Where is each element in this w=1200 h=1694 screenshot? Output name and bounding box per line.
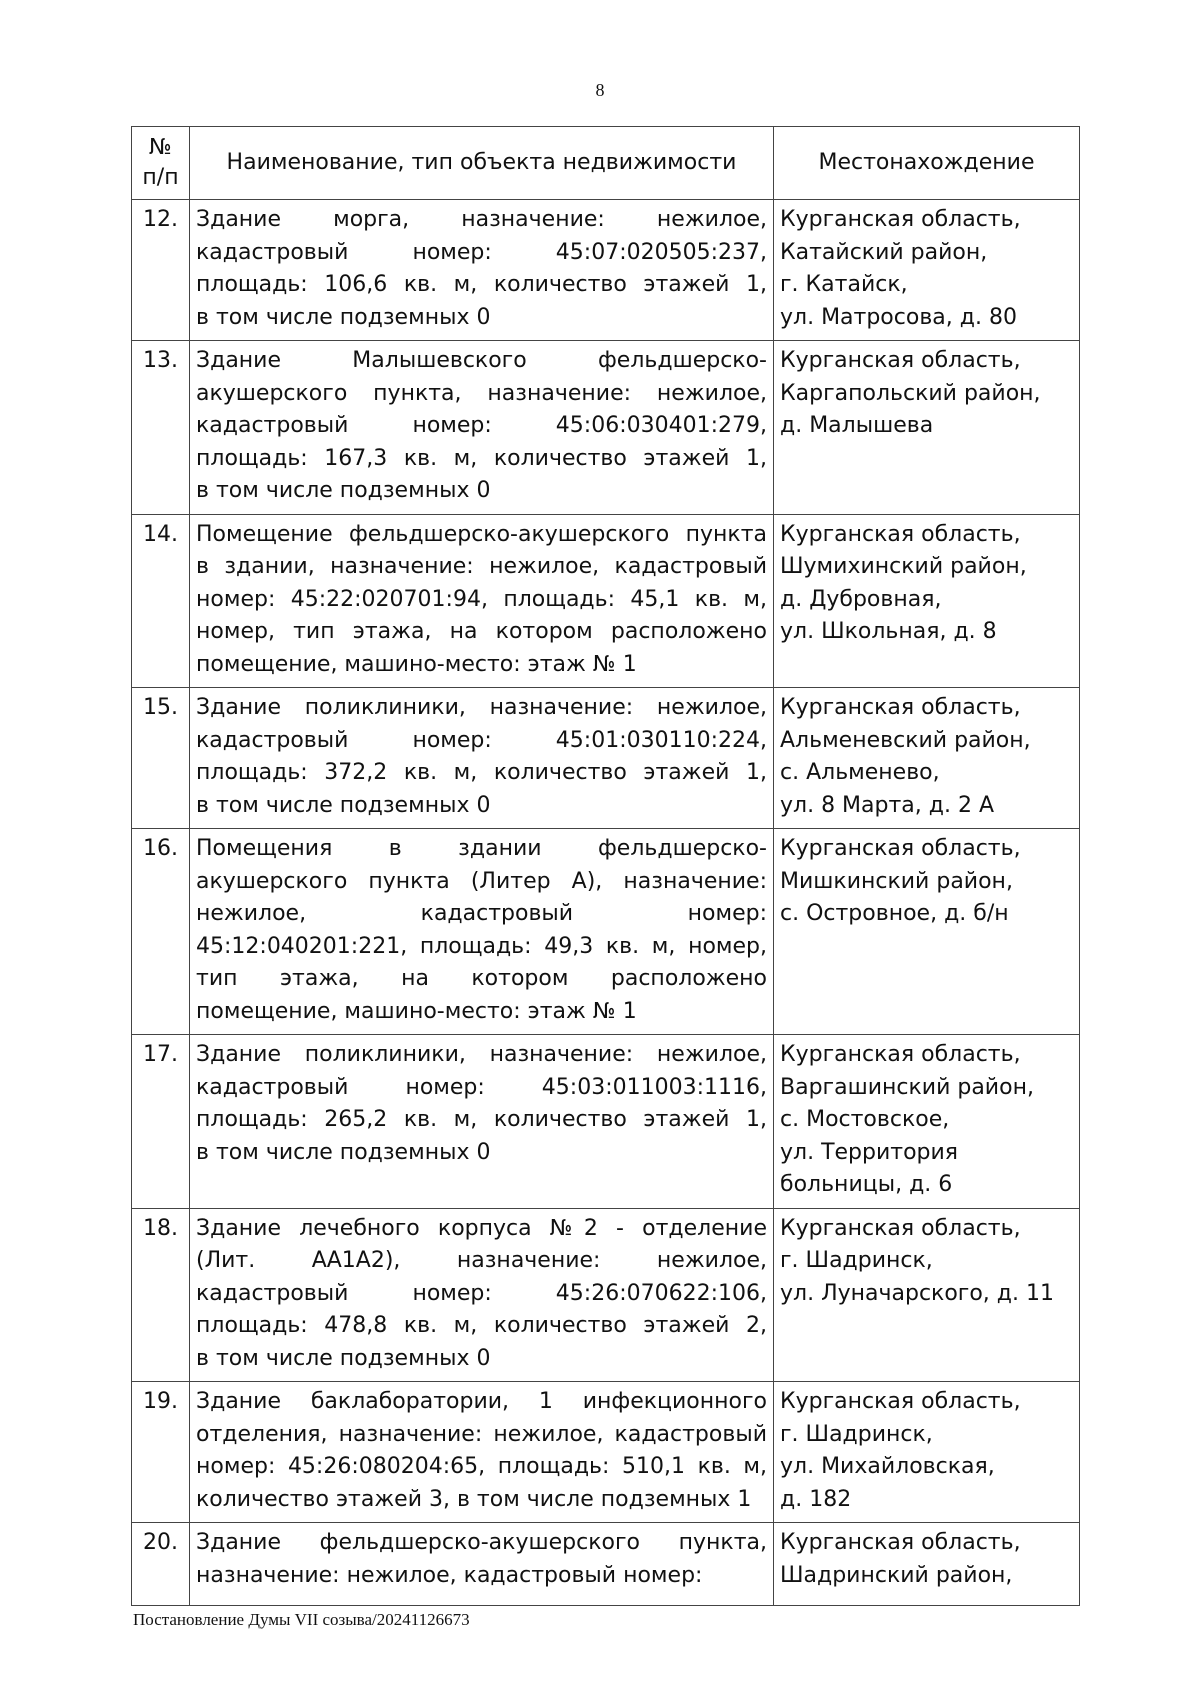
location-line: г. Шадринск, — [780, 1248, 933, 1273]
description-line: (Лит. АА1А2), назначение: нежилое, — [196, 1248, 767, 1273]
header-location: Местонахождение — [774, 127, 1080, 200]
table-header-row — [132, 127, 1080, 200]
location-line: д. Малышева — [780, 413, 934, 438]
description-line: акушерского пункта (Литер А), назначение: — [196, 868, 767, 894]
description-line: в том числе подземных 0 — [196, 792, 491, 818]
object-description — [190, 341, 774, 515]
description-line: номер, тип этажа, на котором расположено — [196, 619, 767, 644]
description-line: нежилое, кадастровый номер: — [196, 901, 767, 926]
location-line: Курганская область, — [780, 207, 1021, 232]
description-line: Здание поликлиники, назначение: нежилое, — [196, 1042, 767, 1067]
description-line: площадь: 478,8 кв. м, количество этажей 2, — [196, 1313, 767, 1338]
description-line: кадастровый номер: 45:01:030110:224, — [196, 727, 767, 753]
location-line: Мишкинский район, — [780, 868, 1013, 894]
description-line: в том числе подземных 0 — [196, 1139, 491, 1165]
description-line: Здание лечебного корпуса №2 - отделение — [196, 1215, 767, 1241]
description-line: номер: 45:22:020701:94, площадь: 45,1 кв. м, — [196, 586, 767, 612]
location-line: с. Островное, д. б/н — [780, 901, 1009, 926]
description-line: в том числе подземных 0 — [196, 304, 491, 330]
object-description — [190, 1382, 774, 1523]
location-line: ул. Матросова, д. 80 — [780, 304, 1017, 330]
location-line: Курганская область, — [780, 1389, 1021, 1414]
location-line: с. Альменево, — [780, 760, 940, 785]
object-description — [190, 688, 774, 829]
description-line: назначение: нежилое, кадастровый номер: — [196, 1562, 703, 1588]
description-line: количество этажей 3, в том числе подземных 1 — [196, 1486, 752, 1512]
location-line: г. Шадринск, — [780, 1421, 933, 1447]
description-line: площадь: 106,6 кв. м, количество этажей 1, — [196, 272, 767, 297]
description-line: Помещение фельдшерско-акушерского пункта — [196, 521, 767, 547]
description-line: площадь: 265,2 кв. м, количество этажей 1, — [196, 1107, 767, 1132]
object-description — [190, 1208, 774, 1382]
location-line: г. Катайск, — [780, 272, 908, 297]
location-line: ул. Михайловская, — [780, 1454, 995, 1479]
description-line: Здание морга, назначение: нежилое, — [196, 207, 767, 232]
description-line: помещение, машино-место: этаж № 1 — [196, 998, 637, 1024]
object-location — [774, 1382, 1080, 1523]
description-line: Здание фельдшерско-акушерского пункта, — [196, 1530, 767, 1555]
description-line: площадь: 372,2 кв. м, количество этажей 1, — [196, 760, 767, 785]
location-line: Курганская область, — [780, 836, 1021, 861]
row-number: 12. — [132, 200, 190, 341]
location-line: ул. 8 Марта, д. 2 А — [780, 792, 995, 818]
description-line: в здании, назначение: нежилое, кадастровый — [196, 554, 767, 579]
description-line: Здание поликлиники, назначение: нежилое, — [196, 695, 767, 720]
table-row — [132, 200, 1080, 341]
description-line: кадастровый номер: 45:03:011003:1116, — [196, 1074, 767, 1100]
header-number-symbol: № — [149, 135, 172, 160]
property-table — [131, 126, 1080, 1606]
row-number: 20. — [132, 1523, 190, 1606]
object-description — [190, 829, 774, 1035]
row-number: 15. — [132, 688, 190, 829]
row-number: 14. — [132, 514, 190, 688]
location-line: Варгашинский район, — [780, 1074, 1034, 1100]
table-row — [132, 1208, 1080, 1382]
description-line: номер: 45:26:080204:65, площадь: 510,1 кв. м, — [196, 1454, 767, 1479]
location-line: Курганская область, — [780, 1530, 1021, 1555]
header-number — [132, 127, 190, 200]
description-line: 45:12:040201:221, площадь: 49,3 кв. м, номер, — [196, 933, 767, 959]
description-line: Помещения в здании фельдшерско- — [196, 836, 767, 861]
table-row — [132, 829, 1080, 1035]
location-line: ул. Территория — [780, 1139, 959, 1165]
location-line: ул. Луначарского, д. 11 — [780, 1280, 1054, 1306]
location-line: Альменевский район, — [780, 727, 1031, 753]
table-row — [132, 688, 1080, 829]
object-location — [774, 688, 1080, 829]
description-line: в том числе подземных 0 — [196, 478, 491, 503]
description-line: тип этажа, на котором расположено — [196, 966, 767, 991]
table-row — [132, 1035, 1080, 1209]
table-body — [132, 200, 1080, 1606]
location-line: Шадринский район, — [780, 1562, 1013, 1588]
object-description — [190, 200, 774, 341]
description-line: площадь: 167,3 кв. м, количество этажей 1, — [196, 445, 767, 471]
location-line: больницы, д. 6 — [780, 1172, 953, 1197]
object-description — [190, 1035, 774, 1209]
object-description — [190, 514, 774, 688]
location-line: Курганская область, — [780, 1215, 1021, 1241]
description-line: кадастровый номер: 45:26:070622:106, — [196, 1280, 767, 1306]
object-location — [774, 1523, 1080, 1606]
location-line: с. Мостовское, — [780, 1107, 950, 1132]
row-number: 19. — [132, 1382, 190, 1523]
object-location — [774, 829, 1080, 1035]
table-row — [132, 341, 1080, 515]
header-number-abbr: п/п — [142, 165, 179, 190]
description-line: Здание баклаборатории, 1 инфекционного — [196, 1389, 767, 1414]
location-line: Шумихинский район, — [780, 554, 1027, 579]
description-line: кадастровый номер: 45:06:030401:279, — [196, 413, 767, 438]
description-line: акушерского пункта, назначение: нежилое, — [196, 380, 767, 406]
location-line: Курганская область, — [780, 521, 1021, 547]
description-line: кадастровый номер: 45:07:020505:237, — [196, 239, 767, 265]
location-line: д. 182 — [780, 1486, 852, 1512]
location-line: Курганская область, — [780, 1042, 1021, 1067]
location-line: Курганская область, — [780, 348, 1021, 373]
description-line: Здание Малышевского фельдшерско- — [196, 348, 767, 373]
row-number: 17. — [132, 1035, 190, 1209]
object-location — [774, 341, 1080, 515]
page-number: 8 — [595, 80, 605, 100]
description-line: отделения, назначение: нежилое, кадастровый — [196, 1421, 767, 1447]
description-line: в том числе подземных 0 — [196, 1345, 491, 1371]
location-line: ул. Школьная, д. 8 — [780, 619, 997, 644]
table-row — [132, 1382, 1080, 1523]
location-line: Курганская область, — [780, 695, 1021, 720]
description-line: помещение, машино-место: этаж № 1 — [196, 651, 637, 677]
object-location — [774, 200, 1080, 341]
row-number: 16. — [132, 829, 190, 1035]
header-name: Наименование, тип объекта недвижимости — [190, 127, 774, 200]
row-number: 13. — [132, 341, 190, 515]
object-location — [774, 514, 1080, 688]
location-line: Катайский район, — [780, 239, 988, 265]
location-line: д. Дубровная, — [780, 586, 942, 612]
object-location — [774, 1035, 1080, 1209]
table-row — [132, 1523, 1080, 1606]
table-row — [132, 514, 1080, 688]
object-location — [774, 1208, 1080, 1382]
document-footer: Постановление Думы VII созыва/20241126673 — [133, 1610, 470, 1629]
row-number: 18. — [132, 1208, 190, 1382]
location-line: Каргапольский район, — [780, 380, 1041, 406]
object-description — [190, 1523, 774, 1606]
